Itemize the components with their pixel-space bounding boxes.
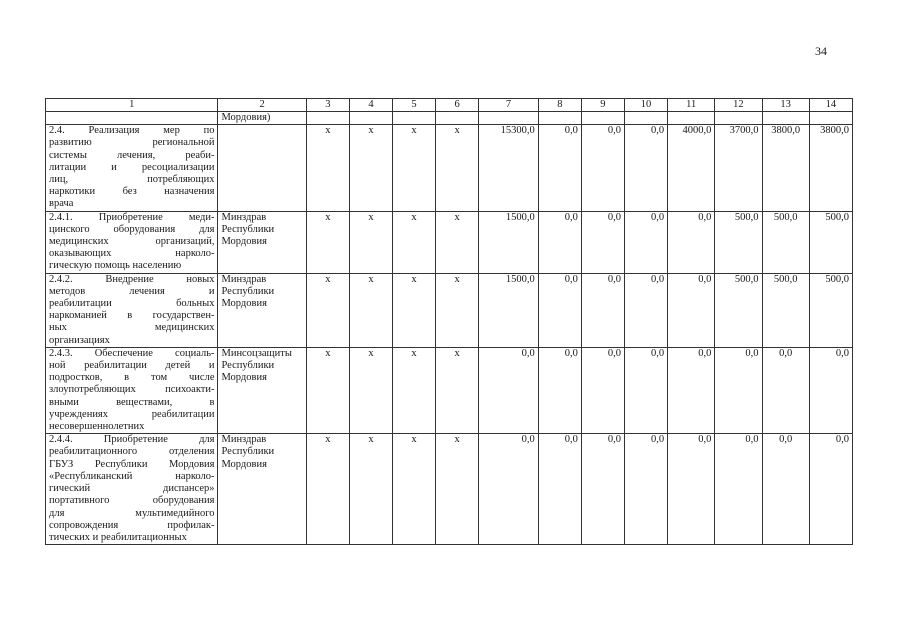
mark-cell: х	[393, 125, 436, 211]
table-header-row	[46, 99, 853, 112]
header-cell-10: 10	[624, 99, 667, 112]
mark-cell: х	[349, 125, 392, 211]
description-line: ной реабилитации детей и	[49, 360, 215, 372]
value-cell: 0,0	[581, 273, 624, 347]
description-line: портативного оборудования	[49, 495, 215, 507]
executor-line: Минздрав	[221, 211, 267, 223]
description-line: учреждениях реабилитации	[49, 408, 215, 420]
value-cell: 1500,0	[479, 211, 539, 273]
continuation-row	[46, 112, 853, 125]
measure-description	[46, 434, 218, 545]
description-line: тических и реабилитационных	[49, 531, 187, 543]
description-line: подростков, в том числе	[49, 372, 215, 384]
value-cell: 1500,0	[479, 273, 539, 347]
description-line: лиц, потребляющих	[49, 174, 215, 186]
measure-executor	[218, 125, 306, 211]
budget-table	[45, 98, 853, 545]
empty-cell	[624, 112, 667, 125]
header-cell-2: 2	[218, 99, 306, 112]
header-cell-11: 11	[668, 99, 715, 112]
measure-executor	[218, 273, 306, 347]
measure-description	[46, 125, 218, 211]
description-line: 2.4.4. Приобретение для	[49, 434, 215, 446]
empty-cell	[436, 112, 479, 125]
empty-cell	[306, 112, 349, 125]
empty-cell	[393, 112, 436, 125]
mark-cell: х	[436, 347, 479, 433]
description-line: 2.4.2. Внедрение новых	[49, 273, 215, 285]
header-cell-5: 5	[393, 99, 436, 112]
mark-cell: х	[306, 434, 349, 545]
value-cell: 0,0	[624, 434, 667, 545]
value-cell: 0,0	[668, 211, 715, 273]
value-cell: 0,0	[624, 273, 667, 347]
value-cell: 0,0	[538, 434, 581, 545]
description-line: 2.4.1. Приобретение меди-	[49, 211, 215, 223]
value-cell: 0,0	[762, 347, 809, 433]
value-cell: 3800,0	[809, 125, 852, 211]
mark-cell: х	[436, 125, 479, 211]
mark-cell: х	[306, 211, 349, 273]
executor-line: Республики	[221, 360, 275, 372]
value-cell: 500,0	[715, 211, 762, 273]
description-line: реабилитационного отделения	[49, 446, 215, 458]
mark-cell: х	[436, 273, 479, 347]
measure-description	[46, 347, 218, 433]
empty-cell	[349, 112, 392, 125]
executor-line: Республики	[221, 446, 275, 458]
description-line: ГБУЗ Республики Мордовия	[49, 458, 215, 470]
description-line: врача	[49, 198, 74, 210]
value-cell: 4000,0	[668, 125, 715, 211]
value-cell: 0,0	[715, 347, 762, 433]
value-cell: 0,0	[479, 347, 539, 433]
table-row	[46, 211, 853, 273]
description-line: наркотики без назначения	[49, 186, 215, 198]
measure-executor	[218, 347, 306, 433]
description-line: для мультимедийного	[49, 507, 215, 519]
value-cell: 3700,0	[715, 125, 762, 211]
description-line: системы лечения, реаби-	[49, 149, 215, 161]
mark-cell: х	[436, 211, 479, 273]
description-line: злоупотребляющих психоакти-	[49, 384, 215, 396]
executor-line: Республики	[221, 285, 275, 297]
executor-line: Республики	[221, 223, 275, 235]
value-cell: 500,0	[762, 211, 809, 273]
value-cell: 15300,0	[479, 125, 539, 211]
description-line: сопровождения профилак-	[49, 519, 215, 531]
header-cell-7: 7	[479, 99, 539, 112]
measure-description	[46, 273, 218, 347]
value-cell: 0,0	[809, 434, 852, 545]
executor-line: Мордовия	[221, 372, 267, 384]
description-line: «Республиканский нарколо-	[49, 470, 215, 482]
description-line: развитию региональной	[49, 137, 215, 149]
value-cell: 0,0	[538, 273, 581, 347]
value-cell: 0,0	[668, 347, 715, 433]
mark-cell: х	[393, 434, 436, 545]
executor-line: Минсоцзащиты	[221, 347, 292, 359]
value-cell: 0,0	[762, 434, 809, 545]
description-line: 2.4.3. Обеспечение социаль-	[49, 347, 215, 359]
description-line: медицинских организаций,	[49, 236, 215, 248]
description-line: 2.4. Реализация мер по	[49, 125, 215, 137]
empty-cell	[668, 112, 715, 125]
table-row	[46, 273, 853, 347]
header-cell-3: 3	[306, 99, 349, 112]
header-cell-12: 12	[715, 99, 762, 112]
value-cell: 0,0	[715, 434, 762, 545]
empty-cell	[762, 112, 809, 125]
continuation-description	[46, 112, 218, 125]
mark-cell: х	[393, 211, 436, 273]
value-cell: 0,0	[581, 211, 624, 273]
value-cell: 0,0	[581, 125, 624, 211]
value-cell: 3800,0	[762, 125, 809, 211]
empty-cell	[809, 112, 852, 125]
value-cell: 0,0	[809, 347, 852, 433]
mark-cell: х	[393, 347, 436, 433]
header-cell-13: 13	[762, 99, 809, 112]
value-cell: 0,0	[581, 434, 624, 545]
description-line: методов лечения и	[49, 285, 215, 297]
measure-executor	[218, 434, 306, 545]
value-cell: 0,0	[624, 347, 667, 433]
description-line: вными веществами, в	[49, 396, 215, 408]
empty-cell	[715, 112, 762, 125]
mark-cell: х	[306, 125, 349, 211]
description-line: реабилитации больных	[49, 298, 215, 310]
mark-cell: х	[306, 347, 349, 433]
value-cell: 0,0	[668, 273, 715, 347]
value-cell: 500,0	[809, 273, 852, 347]
description-line: цинского оборудования для	[49, 223, 215, 235]
description-line: гическую помощь населению	[49, 260, 182, 272]
value-cell: 0,0	[538, 347, 581, 433]
header-cell-4: 4	[349, 99, 392, 112]
value-cell: 500,0	[762, 273, 809, 347]
value-cell: 0,0	[538, 125, 581, 211]
description-line: несовершеннолетних	[49, 421, 145, 433]
description-line: гический диспансер»	[49, 483, 215, 495]
value-cell: 0,0	[538, 211, 581, 273]
table-row	[46, 347, 853, 433]
description-line: ных медицинских	[49, 322, 215, 334]
mark-cell: х	[349, 211, 392, 273]
mark-cell: х	[393, 273, 436, 347]
header-cell-8: 8	[538, 99, 581, 112]
value-cell: 0,0	[624, 211, 667, 273]
measure-description	[46, 211, 218, 273]
executor-line: Мордовия	[221, 236, 267, 248]
executor-line: Мордовия	[221, 298, 267, 310]
header-cell-9: 9	[581, 99, 624, 112]
description-line: организациях	[49, 334, 110, 346]
table-row	[46, 125, 853, 211]
mark-cell: х	[349, 434, 392, 545]
header-cell-14: 14	[809, 99, 852, 112]
header-cell-6: 6	[436, 99, 479, 112]
value-cell: 0,0	[624, 125, 667, 211]
empty-cell	[538, 112, 581, 125]
mark-cell: х	[349, 273, 392, 347]
description-line: оказывающих нарколо-	[49, 248, 215, 260]
description-line: литации и ресоциализации	[49, 161, 215, 173]
empty-cell	[581, 112, 624, 125]
measure-executor	[218, 211, 306, 273]
mark-cell: х	[436, 434, 479, 545]
description-line: наркоманией в государствен-	[49, 310, 215, 322]
mark-cell: х	[349, 347, 392, 433]
value-cell: 500,0	[715, 273, 762, 347]
continuation-executor: Мордовия)	[218, 112, 306, 125]
header-cell-1: 1	[46, 99, 218, 112]
value-cell: 500,0	[809, 211, 852, 273]
executor-line: Мордовия	[221, 458, 267, 470]
value-cell: 0,0	[581, 347, 624, 433]
executor-line: Минздрав	[221, 273, 267, 285]
empty-cell	[479, 112, 539, 125]
page-number: 34	[815, 44, 827, 58]
executor-line: Минздрав	[221, 434, 267, 446]
mark-cell: х	[306, 273, 349, 347]
value-cell: 0,0	[668, 434, 715, 545]
table-row	[46, 434, 853, 545]
value-cell: 0,0	[479, 434, 539, 545]
